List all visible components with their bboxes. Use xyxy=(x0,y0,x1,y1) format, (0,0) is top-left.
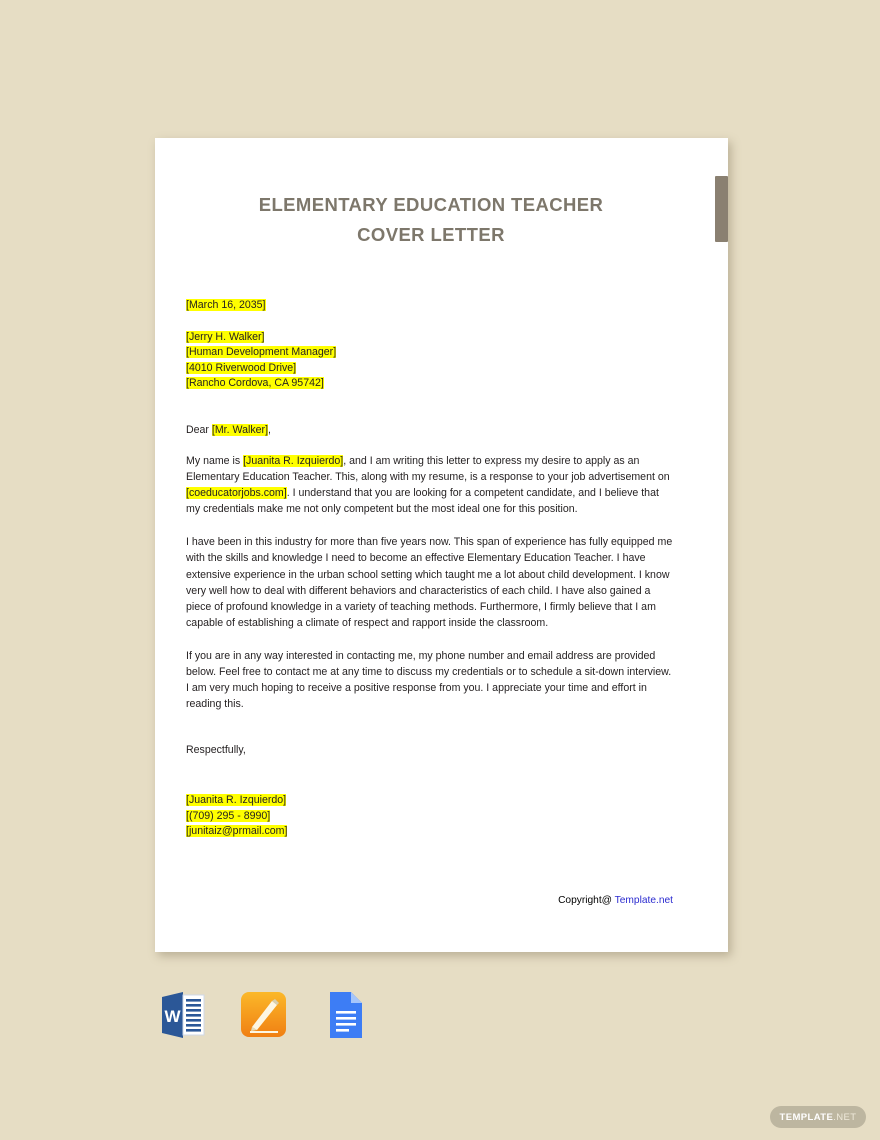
template-net-watermark-badge xyxy=(770,1106,866,1128)
document-content-area xyxy=(186,138,686,952)
copyright-notice xyxy=(186,895,673,906)
microsoft-word-icon[interactable] xyxy=(155,986,210,1044)
letter-date-value: [March 16, 2035] xyxy=(186,298,266,311)
copyright-text: Copyright@ xyxy=(558,895,615,906)
signature-line xyxy=(186,793,686,809)
para1-seg2: , and I am writing this letter to express my desire to apply as an Elementary Education Teacher. This, along with my resume, is a response to your job advertisement on xyxy=(186,455,670,484)
closing-salutation: Respectfully, xyxy=(186,744,246,757)
google-docs-icon-glyph xyxy=(317,986,372,1044)
recipient-address-block xyxy=(186,330,686,392)
para1-seg3: . I understand that you are looking for a competent candidate, and I believe that my credentials make me not only competent but the most ideal one for this position. xyxy=(186,487,659,516)
page-title xyxy=(186,190,686,250)
body-paragraph-3: If you are in any way interested in contacting me, my phone number and email address are provided below. Feel free to contact me at any time to discuss my credentials or to schedule a sit-down interview. I am very much hoping to receive a positive response from you. I appreciate your time and effort in reading this. xyxy=(186,649,672,711)
salutation-prefix: Dear xyxy=(186,424,212,437)
recipient-line xyxy=(186,376,686,392)
watermark-bold-text: TEMPLATE xyxy=(779,1111,834,1123)
pages-icon-glyph xyxy=(236,986,291,1044)
salutation-name: [Mr. Walker] xyxy=(211,424,269,437)
page-title-line-1: ELEMENTARY EDUCATION TEACHER xyxy=(258,194,604,215)
document-page-wrapper xyxy=(155,138,728,952)
cover-letter-document xyxy=(155,138,728,952)
body-paragraph-1 xyxy=(186,453,673,517)
recipient-name: [Jerry H. Walker] xyxy=(186,330,265,343)
salutation-suffix: , xyxy=(268,424,271,437)
salutation xyxy=(186,424,686,436)
signer-email: [junitaiz@prmail.com] xyxy=(186,825,288,838)
recipient-title: [Human Development Manager] xyxy=(186,346,337,359)
signature-block xyxy=(186,793,686,840)
recipient-line xyxy=(186,361,686,377)
recipient-city: [Rancho Cordova, CA 95742] xyxy=(186,377,324,390)
signer-name: [Juanita R. Izquierdo] xyxy=(186,794,287,807)
letter-date xyxy=(186,298,686,313)
svg-text:W: W xyxy=(164,1007,181,1026)
para1-applicant-name: [Juanita R. Izquierdo] xyxy=(243,455,344,468)
google-docs-icon[interactable] xyxy=(317,986,372,1044)
para1-job-site: [coeducatorjobs.com] xyxy=(186,487,287,500)
file-format-icon-row xyxy=(155,986,372,1044)
page-title-line-2: COVER LETTER xyxy=(357,223,505,245)
para1-seg1: My name is xyxy=(186,455,244,468)
apple-pages-icon[interactable] xyxy=(236,986,291,1044)
document-scrollbar-thumb[interactable] xyxy=(715,176,728,242)
signer-phone: [(709) 295 - 8990] xyxy=(186,809,271,822)
watermark-light-text: .NET xyxy=(833,1111,857,1123)
document-scrollbar-track[interactable] xyxy=(715,138,728,952)
recipient-line xyxy=(186,345,686,361)
word-icon-glyph xyxy=(155,986,210,1044)
signature-line xyxy=(186,809,686,825)
recipient-street: [4010 Riverwood Drive] xyxy=(186,361,297,374)
body-paragraph-2: I have been in this industry for more than five years now. This span of experience has fully equipped me with the skills and knowledge I need to become an effective Elementary Education Teacher. I have extensive experience in the urban school setting which taught me a lot about child development. I know very well how to deal with different behaviors and characteristics of each child. I have also gained a piece of profound knowledge in a variety of teaching methods. Furthermore, I firmly believe that I am capable of establishing a climate of respect and rapport inside the classroom. xyxy=(186,536,673,629)
signature-line xyxy=(186,824,686,840)
recipient-line xyxy=(186,330,686,346)
template-net-link[interactable]: Template.net xyxy=(614,895,673,906)
